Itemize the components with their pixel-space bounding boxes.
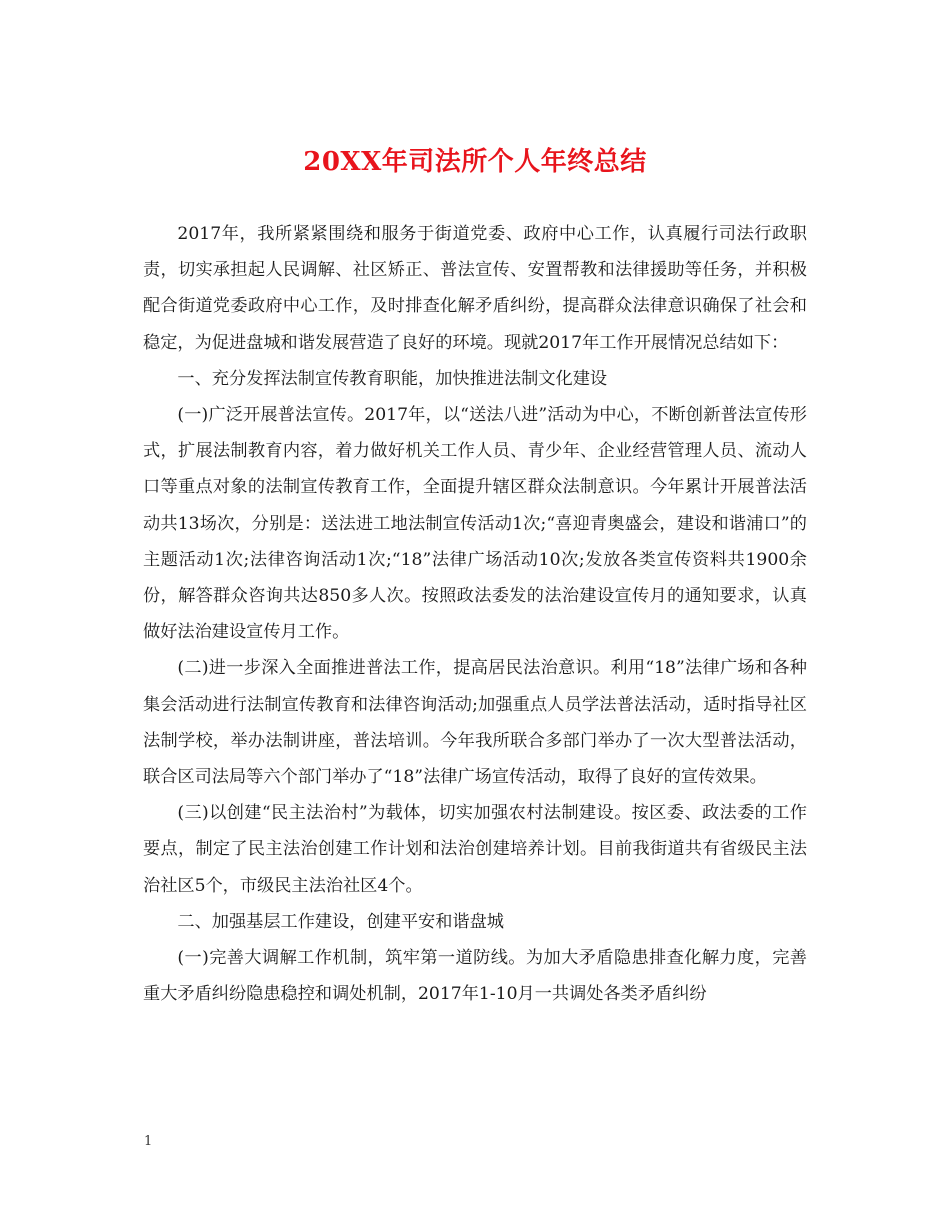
subsection-paragraph-1-1: (一)广泛开展普法宣传。2017年，以“送法八进”活动为中心，不断创新普法宣传形式，扩展法制教育内容，着力做好机关工作人员、青少年、企业经营管理人员、流动人口等重点对象的法制宣传教育工作，全面提升辖区群众法制意识。今年累计开展普法活动共13场次，分别是：送法进工地法制宣传活动1次;“喜迎青奥盛会，建设和谐浦口”的主题活动1次;法律咨询活动1次;“18”法律广场活动10次;发放各类宣传资料共1900余份，解答群众咨询共达850多人次。按照政法委发的法治建设宣传月的通知要求，认真做好法治建设宣传月工作。 (143, 405, 807, 643)
subsection-paragraph-2-1: (一)完善大调解工作机制，筑牢第一道防线。为加大矛盾隐患排查化解力度，完善重大矛盾纠纷隐患稳控和调处机制，2017年1-10月一共调处各类矛盾纠纷 (143, 948, 807, 1005)
intro-paragraph: 2017年，我所紧紧围绕和服务于街道党委、政府中心工作，认真履行司法行政职责，切实承担起人民调解、社区矫正、普法宣传、安置帮教和法律援助等任务，并积极配合街道党委政府中心工作，及时排查化解矛盾纠纷，提高群众法律意识确保了社会和稳定，为促进盘城和谐发展营造了良好的环境。现就2017年工作开展情况总结如下： (143, 224, 807, 353)
subsection-paragraph-1-2: (二)进一步深入全面推进普法工作，提高居民法治意识。利用“18”法律广场和各种集会活动进行法制宣传教育和法律咨询活动;加强重点人员学法普法活动，适时指导社区法制学校，举办法制讲座，普法培训。今年我所联合多部门举办了一次大型普法活动，联合区司法局等六个部门举办了“18”法律广场宣传活动，取得了良好的宣传效果。 (143, 658, 807, 788)
document-body (143, 216, 807, 1012)
page-number: 1 (144, 1134, 153, 1149)
section-heading-1: 一、充分发挥法制宣传教育职能，加快推进法制文化建设 (177, 368, 608, 389)
section-heading-2: 二、加强基层工作建设，创建平安和谐盘城 (177, 911, 504, 932)
document-title: 20XX年司法所个人年终总结 (303, 147, 647, 177)
subsection-paragraph-1-3: (三)以创建“民主法治村”为载体，切实加强农村法制建设。按区委、政法委的工作要点，制定了民主法治创建工作计划和法治创建培养计划。目前我街道共有省级民主法治社区5个，市级民主法治社区4个。 (143, 803, 807, 896)
